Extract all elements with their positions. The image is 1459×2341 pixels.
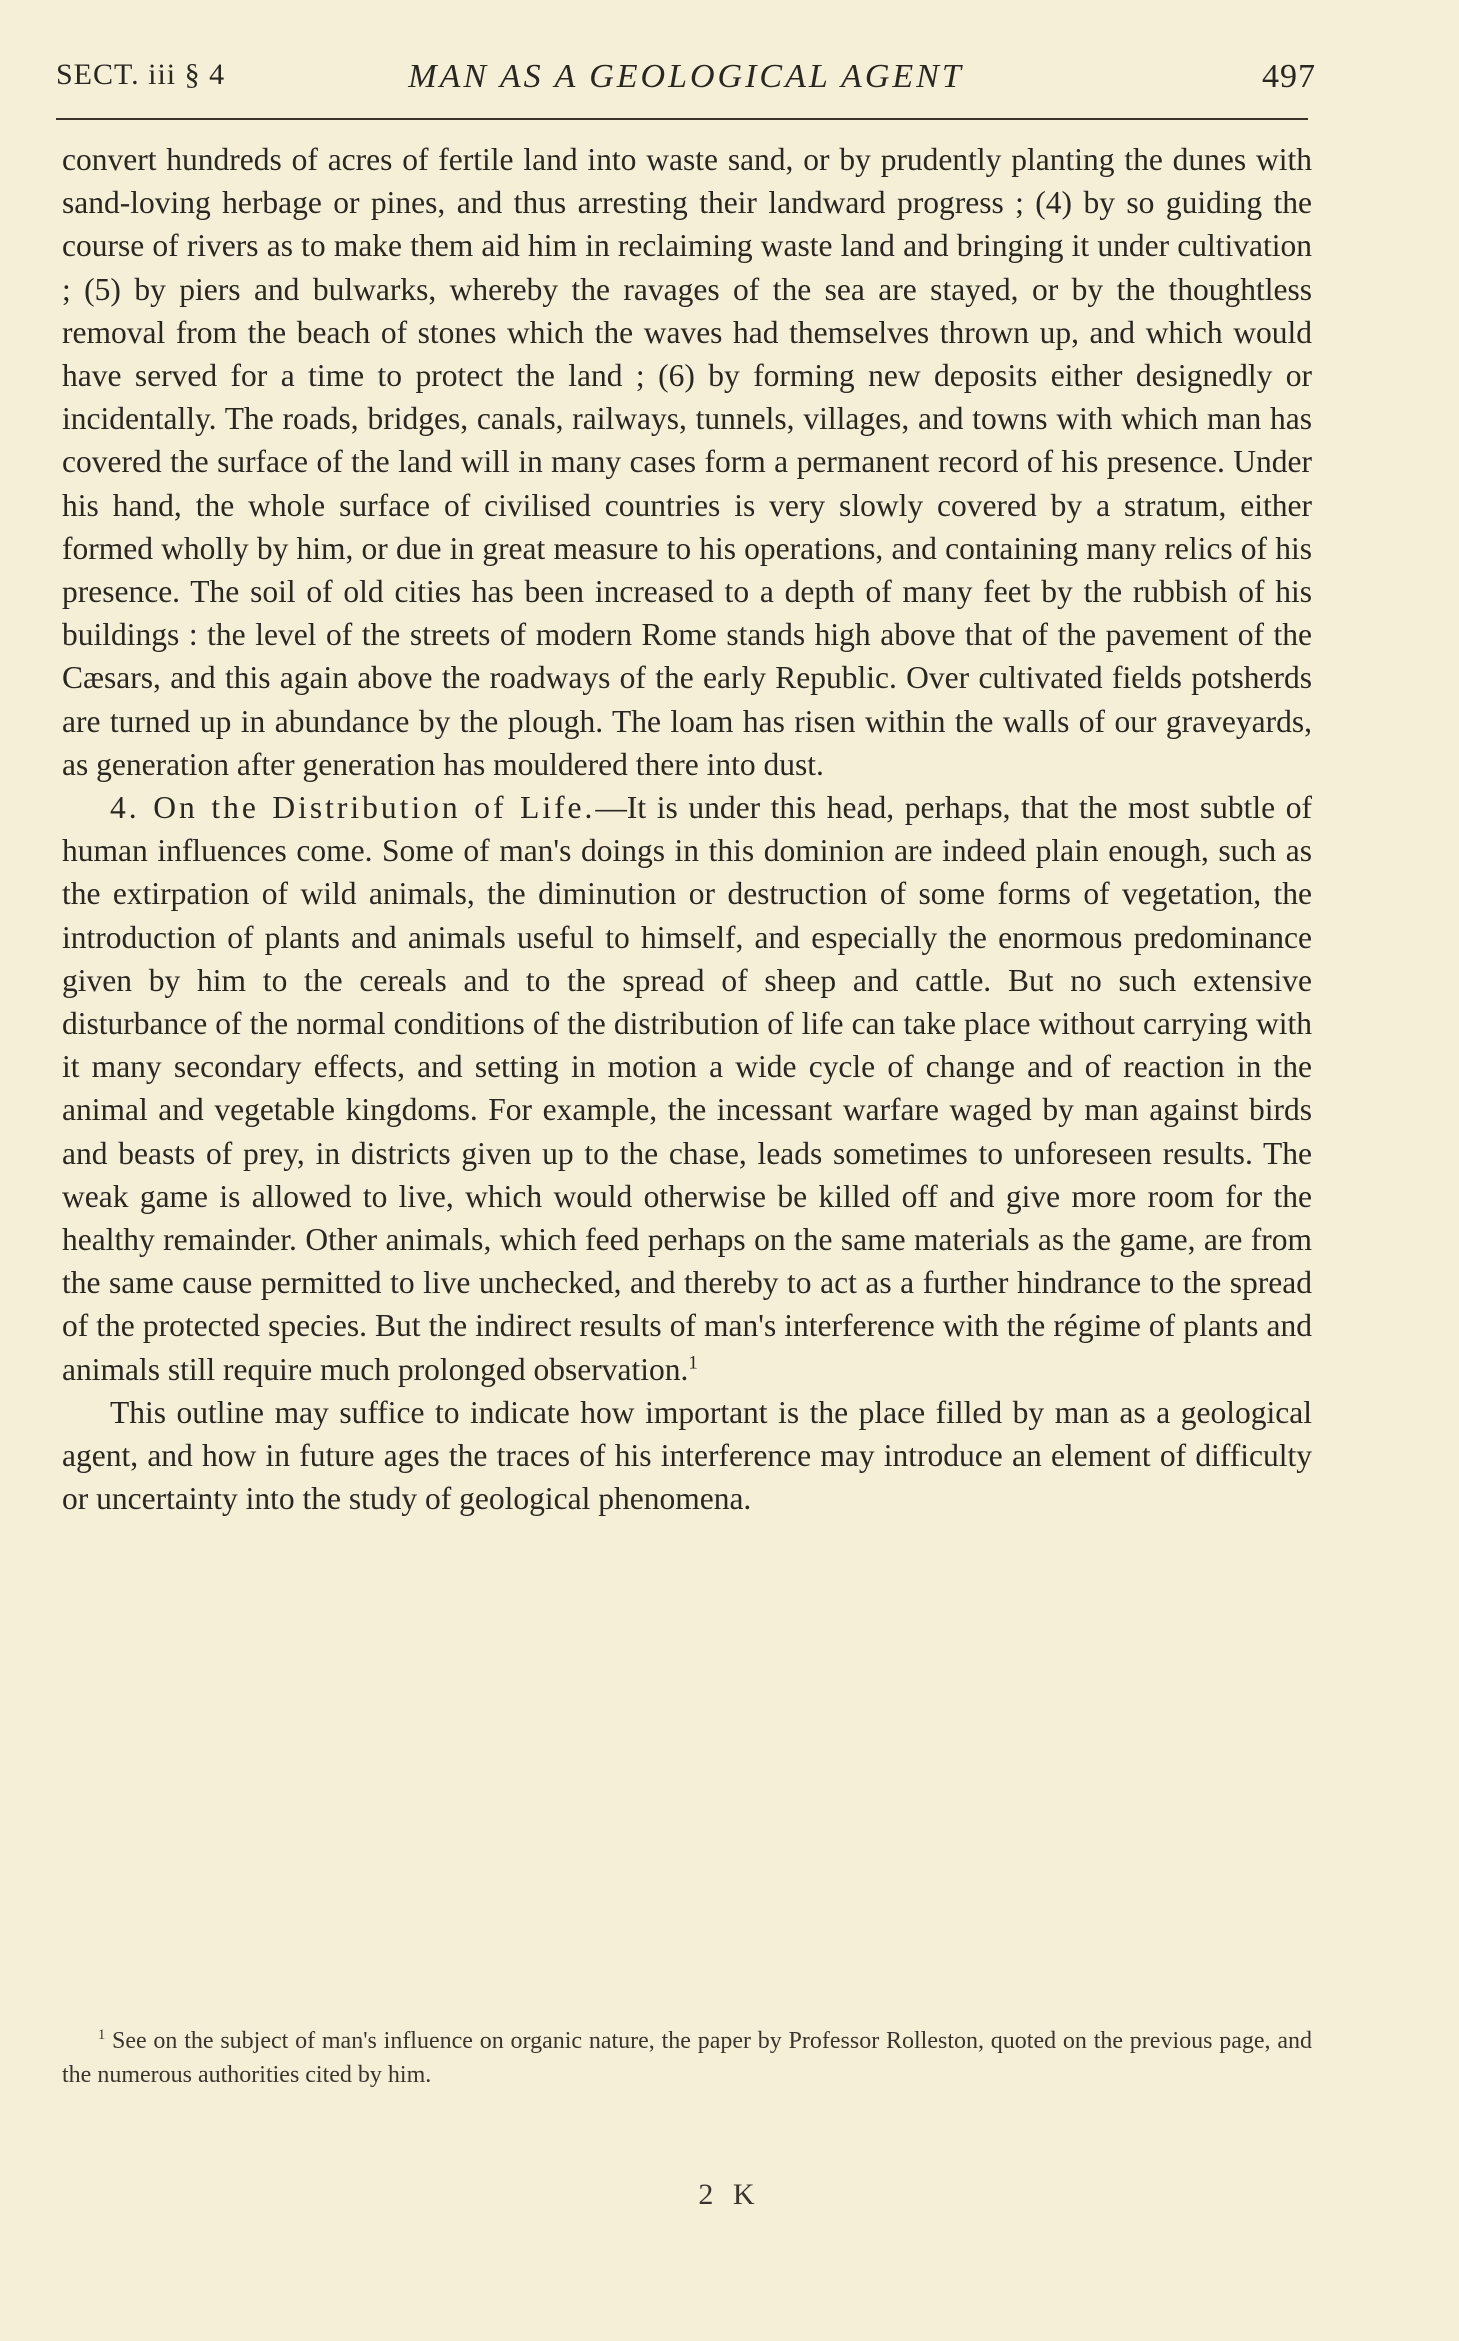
paragraph-continuation bbox=[62, 138, 1312, 786]
paragraph-text: convert hundreds of acres of fertile land into waste sand, or by prudently planting the dunes with sand-loving herbage or pines, and thus arresting their landward progress ; (4) by so guiding the course of rivers as to make them aid him in reclaiming waste land and bringing it under cultivation ; (5) by piers and bulwarks, whereby the ravages of the sea are stayed, or by the thoughtless removal from the beach of stones which the waves had themselves thrown up, and which would have served for a time to protect the land ; (6) by forming new deposits either designedly or incidentally. The roads, bridges, canals, railways, tunnels, villages, and towns with which man has covered the surface of the land will in many cases form a permanent record of his presence. Under his hand, the whole surface of civilised countries is very slowly covered by a stratum, either formed wholly by him, or due in great measure to his operations, and containing many relics of his presence. The soil of old cities has been increased to a depth of many feet by the rubbish of his buildings : the level of the streets of modern Rome stands high above that of the pavement of the Cæsars, and this again above the roadways of the early Republic. Over cultivated fields potsherds are turned up in abundance by the plough. The loam has risen within the walls of our graveyards, as generation after generation has mouldered there into dust. bbox=[62, 142, 1312, 782]
paragraph-text: —It is under this head, perhaps, that the most subtle of human influences come. Some of man's doings in this dominion are indeed plain enough, such as the extirpation of wild animals, the diminution or destruction of some forms of vegetation, the introduction of plants and animals useful to himself, and especially the enormous predominance given by him to the cereals and to the spread of sheep and cattle. But no such extensive disturbance of the normal conditions of the distribution of life can take place without carrying with it many secondary effects, and setting in motion a wide cycle of change and of reaction in the animal and vegetable kingdoms. For example, the incessant warfare waged by man against birds and beasts of prey, in districts given up to the chase, leads sometimes to unforeseen results. The weak game is allowed to live, which would otherwise be killed off and give more room for the healthy remainder. Other animals, which feed perhaps on the same materials as the game, are from the same cause permitted to live unchecked, and thereby to act as a further hindrance to the spread of the protected species. But the indirect results of man's interference with the régime of plants and animals still require much prolonged observation. bbox=[62, 790, 1312, 1387]
section-reference: SECT. iii § 4 bbox=[56, 58, 226, 91]
signature-mark: 2 K bbox=[698, 2178, 761, 2211]
footnote bbox=[62, 2024, 1312, 2092]
footnote-marker: 1 bbox=[98, 2027, 106, 2043]
paragraph-text: This outline may suffice to indicate how important is the place filled by man as a geological agent, and how in future ages the traces of his interference may introduce an element of difficulty or uncertainty into the study of geological phenomena. bbox=[62, 1394, 1312, 1517]
section-heading: 4. On the Distribution of Life. bbox=[110, 790, 596, 826]
body-text bbox=[62, 138, 1312, 1521]
footnote-reference: 1 bbox=[688, 1352, 698, 1374]
footnote-paragraph bbox=[62, 2024, 1312, 2092]
footnote-text: See on the subject of man's influence on organic nature, the paper by Professor Rolleston, quoted on the previous page, and the numerous authorities cited by him. bbox=[62, 2028, 1312, 2088]
running-header bbox=[56, 58, 1316, 108]
paragraph-distribution-of-life bbox=[62, 786, 1312, 1391]
running-title: MAN AS A GEOLOGICAL AGENT bbox=[408, 58, 964, 95]
page-number: 497 bbox=[1262, 58, 1316, 95]
paragraph-conclusion bbox=[62, 1391, 1312, 1521]
header-rule bbox=[56, 118, 1308, 120]
